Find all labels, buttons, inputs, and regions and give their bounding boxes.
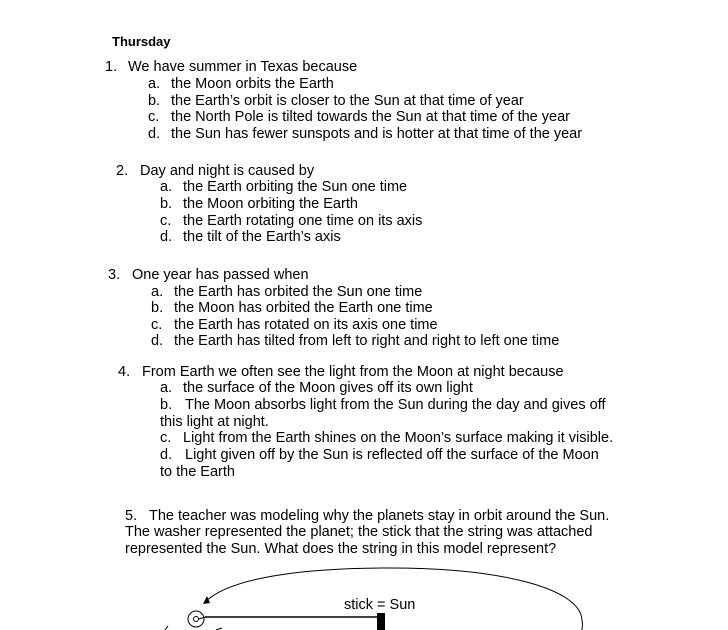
option-letter: d.	[148, 126, 161, 142]
option-letter: c.	[151, 317, 163, 333]
option-text: Light given off by the Sun is reflected off the surface of the Moon	[185, 447, 599, 463]
option-letter: b.	[151, 300, 164, 316]
option-text: the surface of the Moon gives off its own light	[183, 380, 473, 396]
option-text: the Moon orbits the Earth	[171, 76, 334, 92]
orbit-diagram	[0, 560, 728, 630]
option-text: Light from the Earth shines on the Moon’s surface making it visible.	[183, 430, 614, 446]
option-letter: c.	[148, 109, 160, 125]
day-heading: Thursday	[112, 34, 171, 49]
option-letter: b.	[148, 93, 161, 109]
orbit-arrow-icon	[203, 596, 210, 604]
question-stem-line: represented the Sun. What does the string in this model represent?	[125, 541, 557, 557]
option-text: the Earth rotating one time on its axis	[183, 213, 423, 229]
option-text: the Earth has rotated on its axis one time	[174, 317, 438, 333]
option-letter: b.	[160, 196, 173, 212]
option-text: the Moon has orbited the Earth one time	[174, 300, 433, 316]
washer-planet	[188, 611, 204, 627]
option-text: the North Pole is tilted towards the Sun at that time of the year	[171, 109, 570, 125]
question-stem-line: The washer represented the planet; the stick that the string was attached	[125, 524, 593, 540]
option-text: the Earth has orbited the Sun one time	[174, 284, 423, 300]
question-number: 5.	[125, 508, 138, 524]
option-text: The Moon absorbs light from the Sun during the day and gives off	[185, 397, 606, 413]
option-text: the Earth’s orbit is closer to the Sun at that time of year	[171, 93, 524, 109]
option-letter: c.	[160, 213, 172, 229]
question-stem: One year has passed when	[132, 267, 309, 283]
question-stem: Day and night is caused by	[140, 163, 315, 179]
option-letter: d.	[160, 229, 173, 245]
question-stem-line: The teacher was modeling why the planets stay in orbit around the Sun.	[149, 508, 610, 524]
option-text-continued: to the Earth	[160, 464, 235, 480]
option-letter: d.	[151, 333, 164, 349]
question-number: 3.	[108, 267, 121, 283]
question-number: 2.	[116, 163, 129, 179]
question-stem: We have summer in Texas because	[128, 59, 358, 75]
option-letter: b.	[160, 397, 173, 413]
stick-label: stick = Sun	[344, 597, 416, 613]
option-text-continued: this light at night.	[160, 414, 269, 430]
option-text: the Earth orbiting the Sun one time	[183, 179, 408, 195]
option-letter: a.	[151, 284, 164, 300]
stick-sun	[377, 613, 385, 630]
option-text: the Sun has fewer sunspots and is hotter at that time of the year	[171, 126, 583, 142]
option-letter: a.	[148, 76, 161, 92]
option-letter: d.	[160, 447, 173, 463]
question-number: 1.	[105, 59, 118, 75]
option-text: the Earth has tilted from left to right and right to left one time	[174, 333, 560, 349]
diagram-mark	[165, 626, 168, 630]
question-stem: From Earth we often see the light from the Moon at night because	[142, 364, 564, 380]
option-letter: a.	[160, 179, 173, 195]
option-text: the tilt of the Earth’s axis	[183, 229, 341, 245]
option-letter: c.	[160, 430, 172, 446]
option-text: the Moon orbiting the Earth	[183, 196, 358, 212]
question-number: 4.	[118, 364, 131, 380]
option-letter: a.	[160, 380, 173, 396]
